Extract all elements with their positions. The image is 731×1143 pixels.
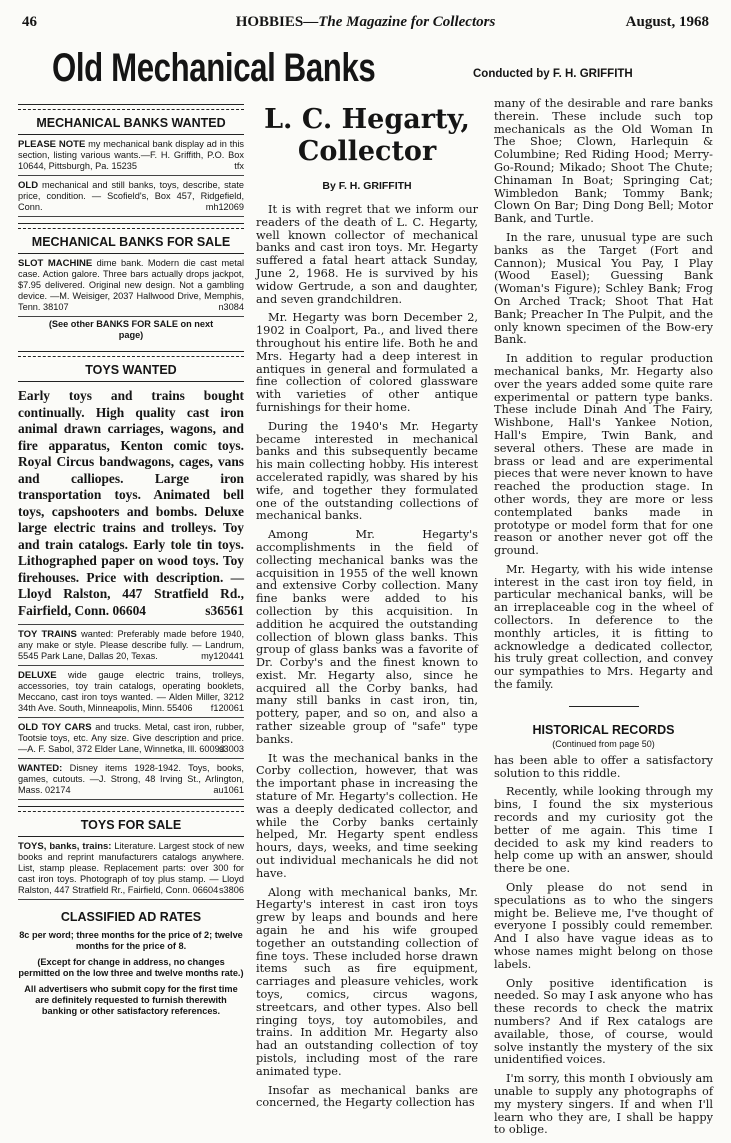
ad-text: Literature. Largest stock of new books and reprint manufacturers catalogs anywhere. List, stamp please. Replacement parts: over 300 for cast iron toys. Photograph of toy plus stamp. — Lloyd Ralston, 447 Stratfield Rr., Fairfield, Conn. 06604: [18, 840, 244, 895]
sale-note: (See other BANKS FOR SALE on next page): [48, 319, 214, 340]
ad-code: f120061: [210, 702, 244, 713]
section-heading-banks-wanted: MECHANICAL BANKS WANTED: [18, 112, 244, 135]
paragraph: Only positive identification is needed. So may I ask anyone who has these records to check the matrix numbers? And if Rex catalogs are available, those, of course, would solve instantly the mystery of the six unidentified voices.: [494, 976, 713, 1067]
magazine-name: HOBBIES—The Magazine for Collectors: [235, 14, 496, 30]
classified-ad: [18, 625, 244, 666]
records-title: HISTORICAL RECORDS: [532, 722, 675, 737]
issue-date: August, 1968: [625, 14, 709, 30]
ad-code: s3806: [218, 884, 244, 895]
paragraph: In addition to regular production mechanical banks, Mr. Hegarty also over the years added some quite rare experimental or pattern type banks. These include Dinah And The Fairy, Wishbone, Hall's Yankee Notion, Hall's Empire, Twin Bank, and several others. These are made in brass or lead and are experimental pieces that were never known to have reached the production stage. In other words, they are more or less contemplated banks made in prototype or model form that for one reason or another never got off the ground.: [494, 352, 713, 558]
column-byline: Conducted by F. H. GRIFFITH: [473, 68, 633, 80]
rates-heading: CLASSIFIED AD RATES: [60, 909, 202, 924]
ads-sale: [18, 254, 244, 317]
section-heading-toys-wanted: TOYS WANTED: [18, 359, 244, 382]
section-heading-toys-for-sale: TOYS FOR SALE: [18, 814, 244, 837]
ad-lead: PLEASE NOTE: [18, 139, 86, 150]
paragraph: has been able to offer a satisfactory solution to this riddle.: [494, 753, 713, 780]
paragraph: Among Mr. Hegarty's accomplishments in the field of collecting mechanical banks was the acquisition in 1955 of the well known and extensive Corby collection. Many fine banks were added to his collection by this acquisition. In addition he acquired the outstanding collection of blown glass banks. This group of glass banks was a favorite of Dr. Corby's and the finest known to exist. Mr. Hegarty also, since he acquired all the Corby banks, had many still banks in cast iron, tin, pottery, paper, and so on, and also a rather sizeable group of "safe" type banks.: [256, 528, 478, 746]
ad-text: dime bank. Modern die cast metal case. Action galore. Three bars actually drops jackpot, $7.95 delivered. Original new design. Not a gambling device. —M. Weisiger, 2037 Hallwood Drive, Memphis, Tenn. 38107: [18, 258, 244, 312]
paragraph: many of the desirable and rare banks therein. These include such top mechanicals as the Old Woman In The Shoe; Clown, Harlequin & Columbine; Red Riding Hood; Merry-Go-Round; Mikado; Shoot The Chute; Chinaman In Boat; Springing Cat; Wimbledon Bank; Tommy Bank; Clown On Bar; Ding Dong Bell; Motor Bank, and Turtle.: [494, 97, 713, 226]
article-column: [256, 98, 478, 1116]
classified-ad: [18, 759, 244, 800]
page-header: [22, 14, 709, 34]
article-body-continued: [494, 98, 713, 692]
classified-ad: [18, 135, 244, 176]
paragraph: I'm sorry, this month I obviously am unable to supply any photographs of my mystery singers. If and when I'll learn who they are, I shall be happy to oblige.: [494, 1072, 713, 1137]
ad-code: s3003: [218, 743, 244, 754]
ad-lead: OLD: [18, 180, 39, 191]
ad-lead: DELUXE: [18, 669, 57, 681]
ad-code: tfx: [234, 161, 244, 171]
classified-ad: [18, 176, 244, 217]
paragraph: Mr. Hegarty, with his wide intense interest in the cast iron toy field, in particular mechanical banks, will be an irreplaceable cog in the wheel of collectors. In deference to the monthly articles, it is fitting to acknowledge a dedicated collector, his truly great collection, and convey our sympathies to Mrs. Hegarty and the family.: [494, 562, 713, 692]
ad-code: n3084: [218, 302, 244, 312]
paragraph: Recently, while looking through my bins, I found the six mysterious records and my curiosity got the better of me again. This time I decided to ask my kind readers to help come up with an answer, should there be one.: [494, 785, 713, 876]
divider: [569, 706, 639, 707]
ad-text: wanted: Preferably made before 1940, any make or style. Please describe fully. — Landrum, 5545 Park Lane, Dallas 20, Texas.: [18, 628, 245, 661]
paragraph: Along with mechanical banks, Mr. Hegarty's interest in cast iron toys grew by leaps and bounds and here again he and his wife grouped together an outstanding collection of fine toys. These included horse drawn items such as fire equipment, carriages and pleasure vehicles, work toys, comics, circus wagons, streetcars, and other types. Also bell ringing toys, toy automobiles, and trains. In addition Mr. Hegarty also had an outstanding collection of toy pistols, including most of the rare animated type.: [256, 885, 478, 1078]
ad-text: wide gauge electric trains, trolleys, accessories, toy train catalogs, operating booklets, Meccano, cast iron toys wanted. — Alden Miller, 3212 34th Ave. South, Minneapolis, Minn. 55406: [18, 669, 244, 713]
divider: [18, 806, 244, 812]
paragraph: In the rare, unusual type are such banks as the Target (Fort and Cannon); Musical You Pay, I Play (Wood Easel); Guessing Bank (Woman's Figure); Schley Bank; Frog On Arched Track; Shoot That Hat Bank; Preacher In The Pulpit, and the only known specimen of the Bow-ery Bank.: [494, 230, 713, 347]
column-title: Old Mechanical Banks: [52, 46, 376, 90]
classified-ad: [18, 254, 244, 317]
article-title: L. C. Hegarty, Collector: [264, 104, 470, 167]
ad-lead: SLOT MACHINE: [18, 258, 93, 269]
ad-lead: TOYS, banks, trains:: [18, 840, 112, 852]
records-continued-note: (Continued from page 50): [552, 738, 655, 749]
article-continued-column: [494, 98, 713, 1143]
classified-ad: [18, 837, 244, 900]
divider: [18, 351, 244, 357]
ad-text: and trucks. Metal, cast iron, rubber, Tootsie toys, etc. Any size. Give description and price.—A. F. Sabol, 372 Elder Lane, Winnetka, Ill. 60093: [18, 721, 245, 754]
divider: [18, 104, 244, 110]
paragraph: 8c per word; three months for the price of 2; twelve months for the price of 8.: [19, 929, 243, 951]
paragraph: All advertisers who submit copy for the first time are definitely requested to furnish therewith banking or other satisfactory references.: [24, 983, 238, 1016]
magazine-subtitle: The Magazine for Collectors: [318, 14, 496, 30]
ad-lead: OLD TOY CARS: [18, 721, 92, 733]
ads-toys-sale: [18, 837, 244, 900]
article-body: [256, 204, 478, 1110]
paragraph: It was the mechanical banks in the Corby collection, however, that was the important phase in increasing the stature of Mr. Hegarty's collection. He was a deeply dedicated collector, and while the Corby banks certainly helped, Mr. Hegarty spent endless hours, days, weeks, and time seeking out individual mechanicals he did not have.: [256, 751, 478, 880]
page-number: 46: [22, 14, 37, 30]
ad-text: my mechanical bank display ad in this section, listing various wants.—F. H. Griffith, P.O. Box 10644, Pittsburgh, Pa. 15235: [18, 139, 244, 171]
ad-lead: WANTED:: [18, 762, 63, 774]
ad-code: au1061: [213, 784, 244, 795]
records-body: [494, 755, 713, 1137]
rates-text: [18, 928, 244, 1017]
paragraph: Mr. Hegarty was born December 2, 1902 in Coalport, Pa., and lived there throughout his entire life. Both he and Mrs. Hegarty had a deep interest in antiques in general and formulated a fine collection of colored glassware with varieties of other antique furnishings for their home.: [256, 311, 478, 414]
section-heading-banks-for-sale: MECHANICAL BANKS FOR SALE: [18, 231, 244, 254]
ad-code: mh12069: [205, 202, 244, 212]
ads-wanted: [18, 135, 244, 217]
display-ad: Early toys and trains bought continually. High quality cast iron animal drawn carriages, wagons, and fire apparatus, Kenton comic toys. Royal Circus bandwagons, cages, vans and calliopes. Large iron transportation toys. Animated bell toys, capshooters and bombs. Deluxe large electric trains and trolleys. Toy and train catalogs. Early tole tin toys. Lithographed paper on wood toys. Toy firehouses. Price with description. — Lloyd Ralston, 447 Stratfield Rd., Fairfield, Conn. 06604 s36561: [18, 382, 244, 625]
paragraph: Only please do not send in speculations as to who the singers might be. Believe me, I've thought of everyone I possibly could remember. And I also have vague ideas as to whose names might belong on those labels.: [494, 881, 713, 971]
paragraph: During the 1940's Mr. Hegarty became interested in mechanical banks and this subsequently became his main collecting hobby. His interest accelerated rapidly, was shared by his wife, and together they formulated one of the outstanding collections of mechanical banks.: [256, 419, 478, 523]
paragraph: (Except for change in address, no changes permitted on the low three and twelve months rate.): [18, 956, 244, 978]
ad-text: Disney items 1928-1942. Toys, books, games, cutouts. —J. Strong, 48 Irving St., Arlington, Mass. 02174: [18, 762, 244, 795]
ads-toys-wanted: [18, 625, 244, 800]
ad-code: my120441: [201, 650, 244, 661]
classified-ad: [18, 666, 244, 718]
classified-ad: [18, 718, 244, 759]
paragraph: Insofar as mechanical banks are concerned, the Hegarty collection has: [256, 1083, 478, 1110]
ad-text: mechanical and still banks, toys, describe, state price, condition. — Scofield's, Box 457, Ridgefield, Conn.: [18, 180, 244, 212]
divider: [18, 223, 244, 229]
article-byline: By F. H. GRIFFITH: [322, 180, 412, 192]
classified-column: [18, 98, 244, 1022]
paragraph: It is with regret that we inform our readers of the death of L. C. Hegarty, well known collector of mechanical banks and cast iron toys. Mr. Hegarty suffered a fatal heart attack Sunday, June 2, 1968. He is survived by his widow Gertrude, a son and daughter, and seven grandchildren.: [256, 203, 478, 306]
ad-lead: TOY TRAINS: [18, 628, 77, 640]
